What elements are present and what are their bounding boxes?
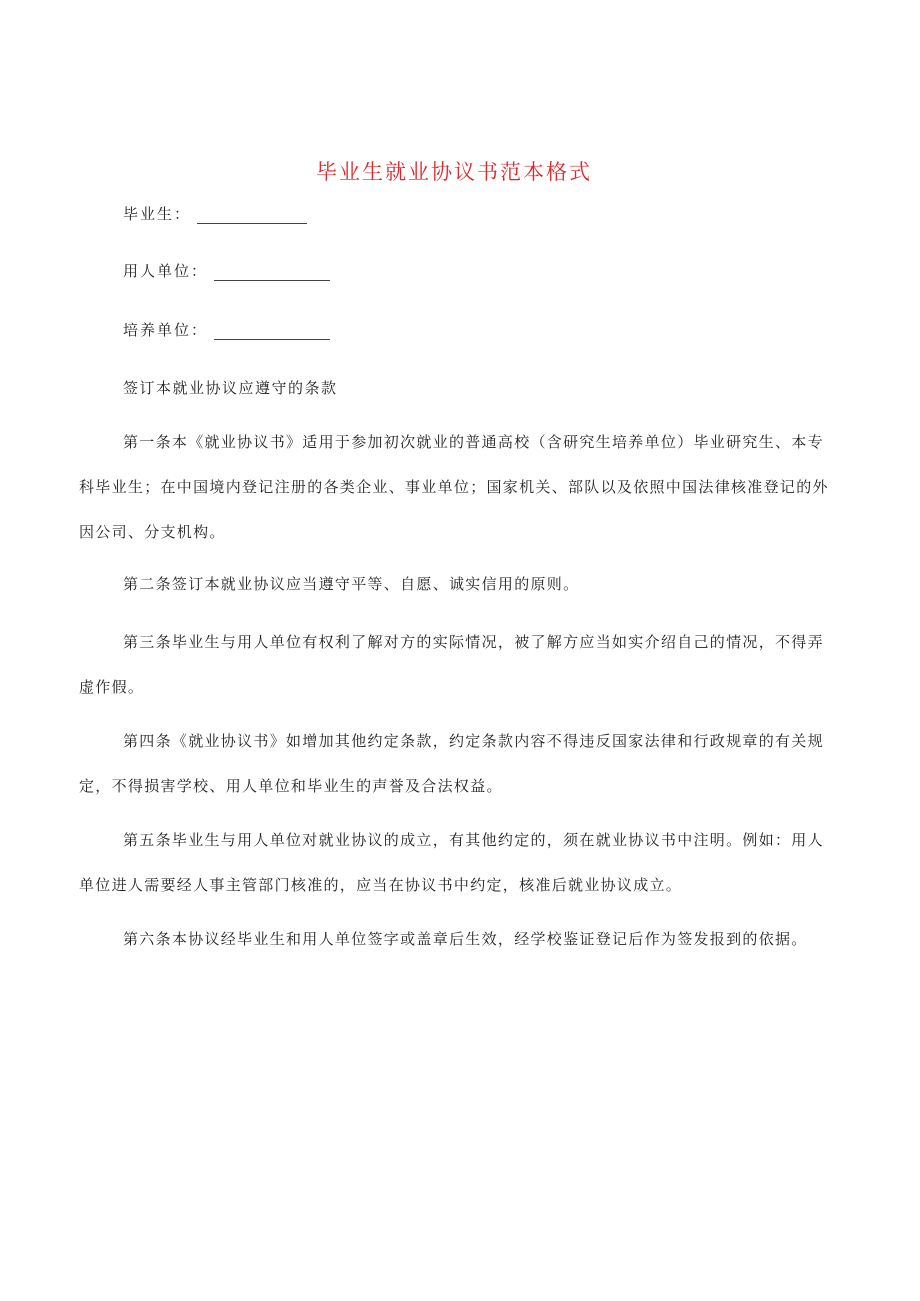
article-6: 第六条本协议经毕业生和用人单位签字或盖章后生效，经学校鉴证登记后作为签发报到的依据。: [123, 930, 808, 948]
article-1: 第一条本《就业协议书》适用于参加初次就业的普通高校（含研究生培养单位）毕业研究生、本专科毕业生；在中国境内登记注册的各类企业、事业单位；国家机关、部队以及依照中国法律核准登记的外因公司、分支机构。: [79, 433, 829, 541]
employer-blank: [214, 266, 330, 281]
article-2: 第二条签订本就业协议应当遵守平等、自愿、诚实信用的原则。: [123, 575, 580, 593]
training-unit-label: 培养单位：: [123, 321, 209, 339]
graduate-label: 毕业生：: [123, 205, 192, 223]
article-3: 第三条毕业生与用人单位有权利了解对方的实际情况，被了解方应当如实介绍自己的情况，不得弄虚作假。: [79, 633, 824, 696]
employer-label: 用人单位：: [123, 262, 209, 280]
article-4: 第四条《就业协议书》如增加其他约定条款，约定条款内容不得违反国家法律和行政规章的有关规定，不得损害学校、用人单位和毕业生的声誉及合法权益。: [79, 732, 824, 795]
section-heading: 签订本就业协议应遵守的条款: [123, 379, 338, 397]
article-5: 第五条毕业生与用人单位对就业协议的成立，有其他约定的，须在就业协议书中注明。例如：用人单位进人需要经人事主管部门核准的，应当在协议书中约定，核准后就业协议成立。: [79, 831, 824, 894]
graduate-blank: [197, 209, 307, 224]
training-unit-blank: [214, 325, 330, 340]
document-title: 毕业生就业协议书范本格式: [316, 160, 592, 184]
employer-field: [123, 260, 330, 281]
graduate-field: [123, 203, 307, 224]
training-unit-field: [123, 319, 330, 340]
